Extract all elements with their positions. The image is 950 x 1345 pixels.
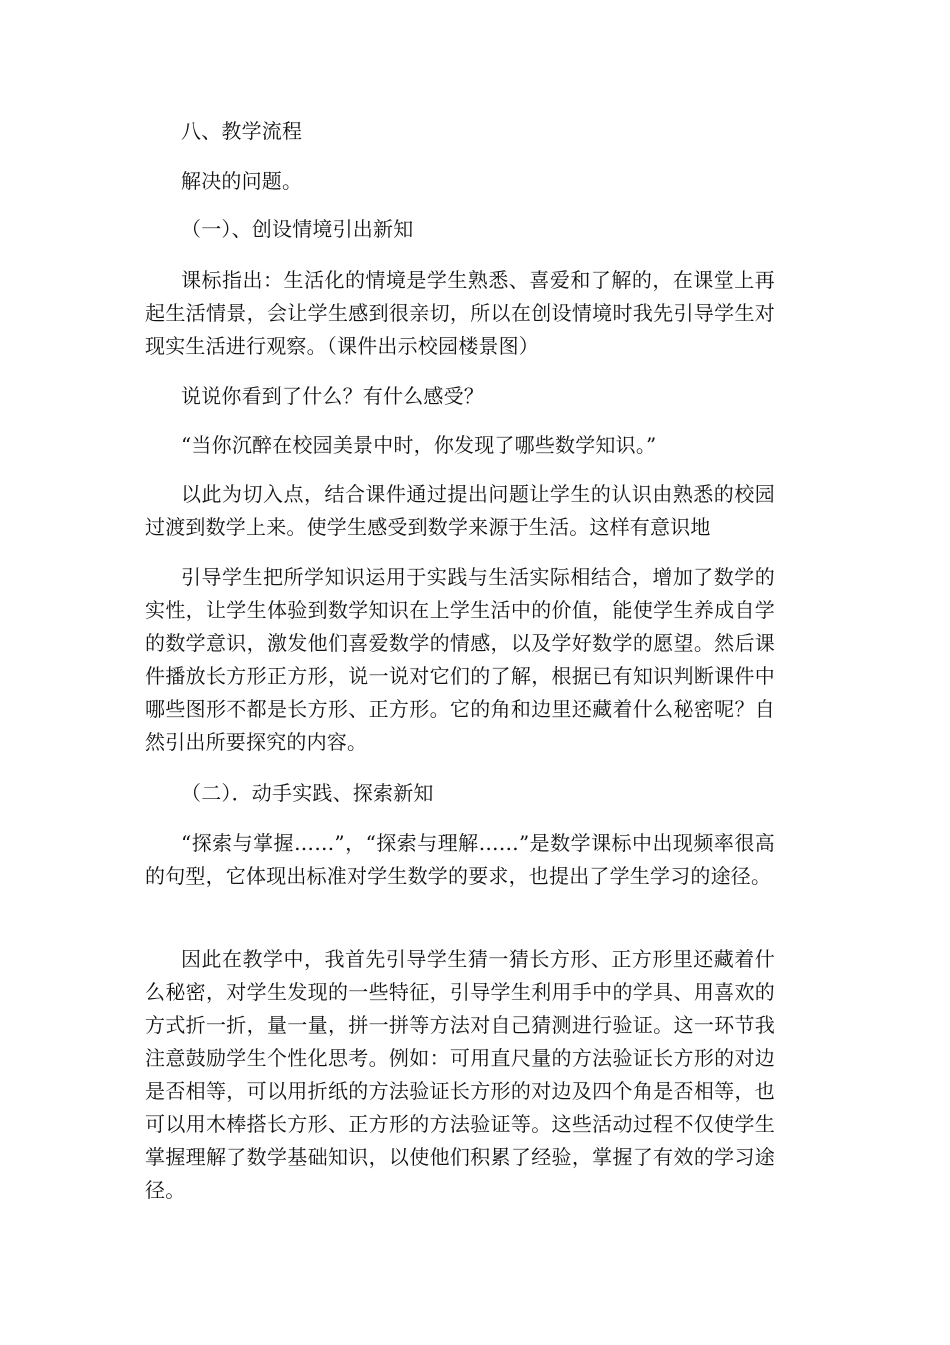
paragraph-5: 以此为切入点，结合课件通过提出问题让学生的认识由熟悉的校园过渡到数学上来。使学生感受到数学来源于生活。这样有意识地 [145,482,775,539]
paragraph-6: 引导学生把所学知识运用于实践与生活实际相结合，增加了数学的实性，让学生体验到数学知识在上学生活中的价值，能使学生养成自学的数学意识，激发他们喜爱数学的情感，以及学好数学的愿望。然后课件播放长方形正方形，说一说对它们的了解，根据已有知识判断课件中哪些图形不都是长方形、正方形。它的角和边里还藏着什么秘密呢？自然引出所要探究的内容。 [145,565,775,754]
paragraph-7: “探索与掌握……”，“探索与理解……”是数学课标中出现频率很高的句型，它体现出标准对学生数学的要求，也提出了学生学习的途径。 [145,831,775,888]
subsection-title-1: （一）、创设情境引出新知 [181,217,414,241]
paragraph-8: 因此在教学中，我首先引导学生猜一猜长方形、正方形里还藏着什么秘密，对学生发现的一些特征，引导学生利用手中的学具、用喜欢的方式折一折，量一量，拼一拼等方法对自己猜测进行验证。这一环节我注意鼓励学生个性化思考。例如：可用直尺量的方法验证长方形的对边是否相等，可以用折纸的方法验证长方形的对边及四个角是否相等，也可以用木棒搭长方形、正方形的方法验证等。这些活动过程不仅使学生掌握理解了数学基础知识，以使他们积累了经验，掌握了有效的学习途径。 [145,947,775,1202]
paragraph-2: 课标指出：生活化的情境是学生熟悉、喜爱和了解的，在课堂上再起生活情景，会让学生感到很亲切，所以在创设情境时我先引导学生对现实生活进行观察。（课件出示校园楼景图） [145,268,775,358]
paragraph-3: 说说你看到了什么？有什么感受？ [181,384,484,408]
paragraph-4: “当你沉醉在校园美景中时，你发现了哪些数学知识。” [181,433,657,457]
section-title-teaching-process: 八、教学流程 [181,119,303,143]
subsection-title-2: （二）．动手实践、探索新知 [181,781,434,805]
paragraph-1: 解决的问题。 [181,169,303,193]
